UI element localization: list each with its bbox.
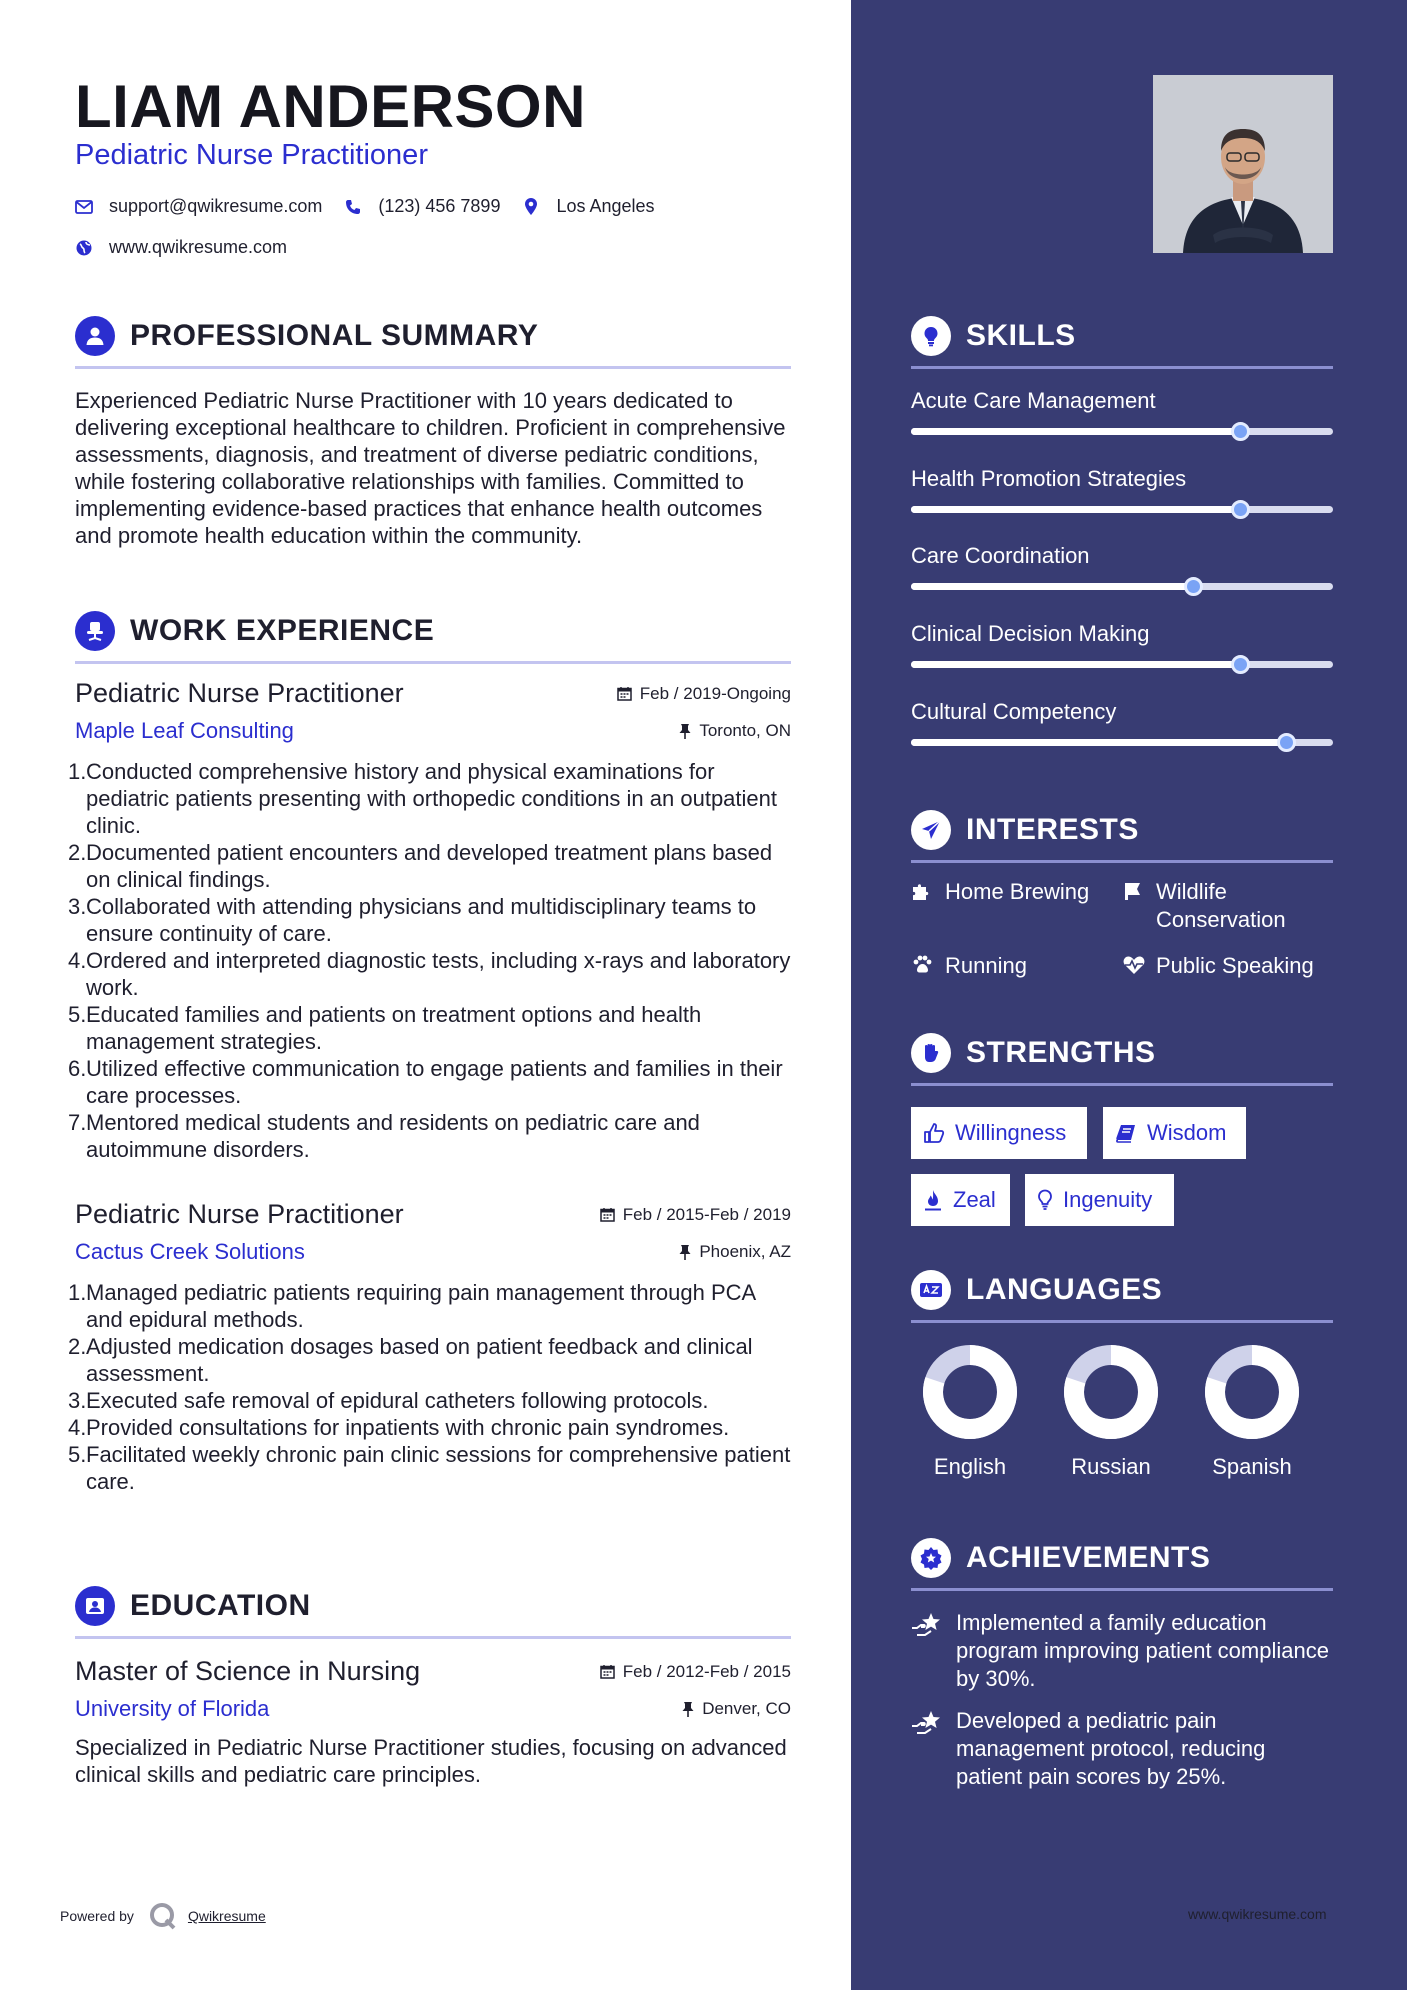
skill-item (911, 388, 1333, 435)
education-section (75, 1584, 791, 1639)
skill-label: Acute Care Management (911, 388, 1156, 413)
contact-row-2 (75, 237, 309, 258)
job-location (679, 1242, 791, 1262)
interest-item (1122, 952, 1337, 982)
section-divider (911, 860, 1333, 863)
calendar-icon (600, 1664, 615, 1679)
strength-chip (1025, 1174, 1174, 1226)
job-entry (68, 1199, 791, 1495)
company-name: Maple Leaf Consulting (75, 718, 294, 743)
experience-section (75, 609, 791, 664)
section-divider (911, 1320, 1333, 1323)
pushpin-icon (679, 1244, 691, 1260)
list-item: 7. Mentored medical students and residents on pediatric care and autoimmune disorders. (68, 1110, 700, 1162)
skill-item (911, 543, 1333, 590)
strengths-heading: STRENGTHS (966, 1036, 1156, 1069)
school-name: University of Florida (75, 1696, 270, 1721)
language-label: Spanish (1212, 1454, 1292, 1479)
star-badge-icon (911, 1538, 951, 1578)
skill-level-knob (1231, 500, 1250, 519)
section-divider (911, 366, 1333, 369)
language-item (1051, 1343, 1171, 1480)
degree-title: Master of Science in Nursing (75, 1656, 421, 1686)
list-item: 5. Educated families and patients on treatment options and health management strategies. (68, 1002, 702, 1054)
footer-powered (60, 1902, 266, 1930)
contact-website[interactable] (75, 237, 287, 258)
education-location (682, 1699, 791, 1719)
section-divider (911, 1588, 1333, 1591)
globe-icon (75, 239, 93, 257)
contact-phone[interactable] (344, 196, 500, 217)
language-ring (921, 1343, 1019, 1441)
book-icon (1115, 1123, 1137, 1143)
puzzle-icon (911, 878, 935, 908)
heartbeat-icon (1122, 952, 1146, 982)
flame-icon (923, 1189, 943, 1211)
email-text: support@qwikresume.com (109, 196, 323, 216)
profile-photo (1153, 75, 1333, 253)
skills-heading: SKILLS (966, 319, 1076, 352)
job-location-text: Toronto, ON (699, 721, 791, 740)
interest-label: Wildlife Conservation (1156, 879, 1286, 932)
interest-item (1122, 878, 1337, 934)
education-heading: EDUCATION (130, 1589, 311, 1622)
job-dates (617, 684, 791, 704)
summary-heading: PROFESSIONAL SUMMARY (130, 319, 539, 352)
list-item: 6. Utilized effective communication to engage patients and families in their care processes. (68, 1056, 783, 1108)
list-item: 3. Collaborated with attending physicians and multidisciplinary teams to ensure continuity of care. (68, 894, 757, 946)
skills-section (911, 314, 1333, 369)
strength-label: Wisdom (1147, 1120, 1227, 1145)
education-dates (600, 1662, 791, 1682)
section-divider (75, 661, 791, 664)
lightbulb-outline-icon (1037, 1189, 1053, 1211)
section-divider (75, 366, 791, 369)
map-pin-icon (522, 198, 540, 216)
office-chair-icon (75, 611, 115, 651)
languages-heading: LANGUAGES (966, 1273, 1163, 1306)
education-entry (75, 1656, 791, 1788)
list-item: 4. Ordered and interpreted diagnostic tests, including x-rays and laboratory work. (68, 948, 791, 1000)
list-item: 1. Conducted comprehensive history and physical examinations for pediatric patients presenting with orthopedic conditions in an outpatient clinic. (68, 759, 778, 838)
website-text: www.qwikresume.com (109, 237, 288, 257)
contact-email[interactable] (75, 196, 322, 217)
user-icon (75, 316, 115, 356)
pushpin-icon (682, 1701, 694, 1717)
strength-label: Willingness (955, 1120, 1067, 1145)
summary-text: Experienced Pediatric Nurse Practitioner with 10 years dedicated to delivering exceptional healthcare to children. Proficient in comprehensive assessments, diagnosis, and treatment of diverse pediatric conditions, while fostering collaborative relationships with families. Committed to implementing evidence-based practices that enhance health outcomes and promote health education within the community. (75, 388, 786, 548)
summary-section (75, 314, 791, 549)
list-item: 4. Provided consultations for inpatients with chronic pain syndromes. (68, 1415, 730, 1440)
qwikresume-link[interactable]: Qwikresume (187, 1908, 266, 1924)
translate-icon (911, 1270, 951, 1310)
list-item: 2. Adjusted medication dosages based on patient feedback and clinical assessment. (68, 1334, 753, 1386)
achievement-item (911, 1609, 1333, 1693)
strengths-section (911, 1031, 1333, 1086)
strength-chip (911, 1107, 1087, 1159)
contact-location (522, 196, 654, 217)
job-location (679, 721, 791, 741)
job-dates-text: Feb / 2015-Feb / 2019 (622, 1204, 791, 1224)
skill-label: Health Promotion Strategies (911, 466, 1187, 491)
skill-bar (911, 428, 1333, 435)
job-title: Pediatric Nurse Practitioner (75, 678, 404, 708)
strength-label: Zeal (953, 1187, 996, 1212)
languages-section (911, 1268, 1333, 1323)
pushpin-icon (679, 723, 691, 739)
skill-level-knob (1231, 422, 1250, 441)
thumbs-up-icon (923, 1122, 945, 1144)
job-entry (68, 678, 791, 1163)
education-text: Specialized in Pediatric Nurse Practitioner studies, focusing on advanced clinical skills and pediatric care principles. (75, 1735, 787, 1787)
calendar-icon (600, 1207, 615, 1222)
skill-label: Care Coordination (911, 543, 1090, 568)
list-item: 2. Documented patient encounters and developed treatment plans based on clinical findings. (68, 840, 773, 892)
paw-icon (911, 952, 935, 982)
skill-level-knob (1277, 733, 1296, 752)
location-text: Los Angeles (556, 196, 655, 216)
candidate-title: Pediatric Nurse Practitioner (75, 139, 428, 171)
qwikresume-logo-icon (148, 1902, 178, 1930)
contact-row (75, 196, 677, 217)
skill-item (911, 621, 1333, 668)
list-item: 3. Executed safe removal of epidural catheters following protocols. (68, 1388, 709, 1413)
achievements-section (911, 1536, 1333, 1591)
skill-level-knob (1231, 655, 1250, 674)
interest-label: Home Brewing (945, 879, 1090, 904)
skill-bar (911, 506, 1333, 513)
skill-item (911, 699, 1333, 746)
star-hand-icon (911, 1609, 944, 1693)
language-ring (1062, 1343, 1160, 1441)
company-name: Cactus Creek Solutions (75, 1239, 305, 1264)
phone-text: (123) 456 7899 (378, 196, 501, 216)
language-item (910, 1343, 1030, 1480)
phone-icon (344, 198, 362, 216)
skill-label: Cultural Competency (911, 699, 1117, 724)
candidate-name: LIAM ANDERSON (75, 73, 586, 140)
strength-chip (1103, 1107, 1246, 1159)
achievement-text: Developed a pediatric pain management protocol, reducing patient pain scores by 25%. (956, 1708, 1266, 1789)
interest-label: Running (945, 953, 1027, 978)
job-bullets (68, 1279, 791, 1495)
skill-bar (911, 739, 1333, 746)
education-dates-text: Feb / 2012-Feb / 2015 (622, 1661, 791, 1681)
flag-icon (1122, 878, 1146, 934)
achievement-text: Implemented a family education program improving patient compliance by 30%. (956, 1610, 1329, 1691)
list-item: 1. Managed pediatric patients requiring pain management through PCA and epidural methods. (68, 1280, 755, 1332)
job-title: Pediatric Nurse Practitioner (75, 1199, 404, 1229)
powered-by-text: Powered by (60, 1908, 134, 1924)
footer-site[interactable]: www.qwikresume.com (1188, 1906, 1327, 1922)
envelope-icon (75, 198, 93, 216)
lightbulb-icon (911, 316, 951, 356)
skill-bar (911, 661, 1333, 668)
skill-label: Clinical Decision Making (911, 621, 1150, 646)
achievements-heading: ACHIEVEMENTS (966, 1541, 1211, 1574)
graduate-icon (75, 1586, 115, 1626)
skill-bar (911, 583, 1333, 590)
job-dates (600, 1205, 791, 1225)
language-label: English (933, 1454, 1007, 1479)
education-location-text: Denver, CO (702, 1699, 791, 1718)
section-divider (911, 1083, 1333, 1086)
interest-label: Public Speaking (1156, 953, 1314, 978)
achievement-item (911, 1707, 1333, 1791)
language-label: Russian (1071, 1454, 1151, 1479)
paper-plane-icon (911, 810, 951, 850)
interest-item (911, 952, 1111, 982)
interests-heading: INTERESTS (966, 813, 1139, 846)
interests-section (911, 808, 1333, 863)
job-location-text: Phoenix, AZ (699, 1242, 791, 1261)
language-item (1192, 1343, 1312, 1480)
job-bullets (68, 758, 791, 1163)
skill-item (911, 466, 1333, 513)
experience-heading: WORK EXPERIENCE (130, 614, 435, 647)
star-hand-icon (911, 1707, 944, 1791)
strength-chip (911, 1174, 1010, 1226)
job-dates-text: Feb / 2019-Ongoing (639, 683, 791, 703)
interest-item (911, 878, 1111, 908)
language-ring (1203, 1343, 1301, 1441)
strength-label: Ingenuity (1063, 1187, 1153, 1212)
calendar-icon (617, 686, 632, 701)
list-item: 5. Facilitated weekly chronic pain clinic sessions for comprehensive patient care. (68, 1442, 791, 1494)
fist-icon (911, 1033, 951, 1073)
section-divider (75, 1636, 791, 1639)
